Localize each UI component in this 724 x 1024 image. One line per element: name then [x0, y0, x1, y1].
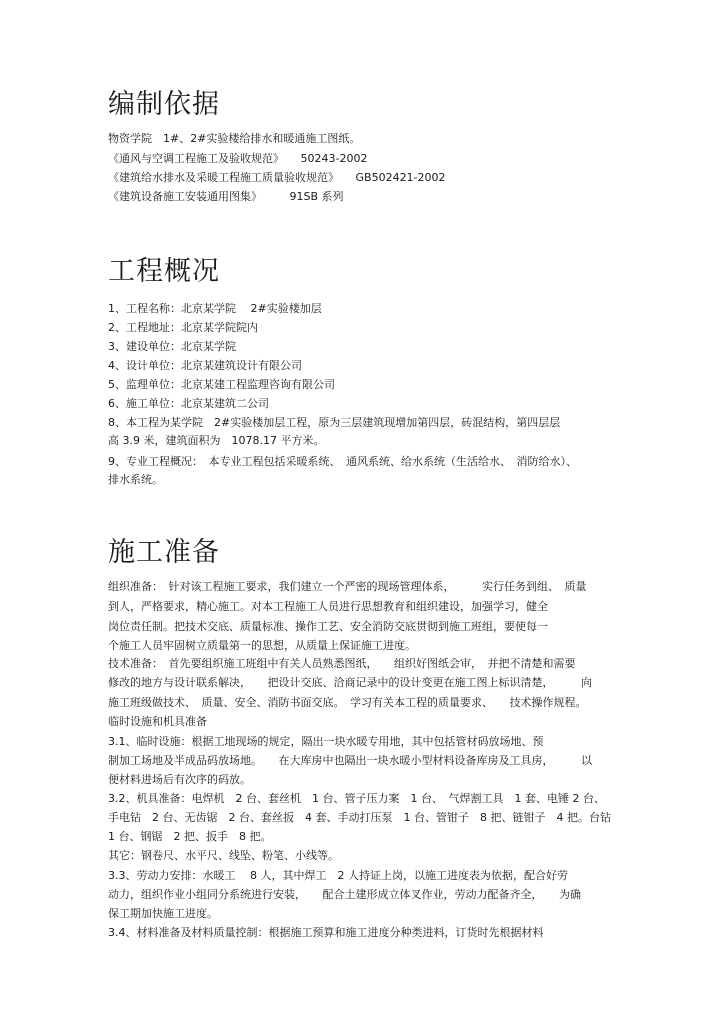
section-heading-preparation: 施工准备 [108, 537, 220, 568]
prep-line-19: 3.4、材料准备及材料质量控制：根据施工预算和施工进度分种类进料，订货时先根据材料 [108, 926, 544, 939]
overview-line-8: 高 3.9 米，建筑面积为 1078.17 平方米。 [108, 434, 325, 447]
prep-line-16: 3.3、劳动力安排：水暖工 8 人，其中焊工 2 人持证上岗，以施工进度表为依据，配合好劳 [108, 869, 568, 882]
overview-line-5: 5、监理单位：北京某建工程监理咨询有限公司 [108, 378, 335, 391]
prep-line-13: 手电钻 2 台、无齿锯 2 台、套丝扳 4 套、手动打压泵 1 台、管钳子 8 把、链钳子 4 把。台钻 [108, 811, 611, 824]
overview-line-4: 4、设计单位：北京某建筑设计有限公司 [108, 359, 302, 372]
section-heading-overview: 工程概况 [108, 256, 220, 287]
section-heading-basis: 编制依据 [108, 89, 220, 120]
overview-line-10: 排水系统。 [108, 473, 163, 486]
overview-line-3: 3、建设单位：北京某学院 [108, 340, 236, 353]
prep-line-9: 3.1、临时设施：根据工地现场的规定，隔出一块水暖专用地，其中包括管材码放场地、预 [108, 735, 544, 748]
prep-line-11: 便材料进场后有次序的码放。 [108, 773, 251, 786]
overview-line-6: 6、施工单位：北京某建筑二公司 [108, 397, 269, 410]
overview-line-9: 9、专业工程概况： 本专业工程包括采暖系统、 通风系统、给水系统（生活给水、 消防给水）、 [108, 455, 577, 468]
prep-line-18: 保工期加快施工进度。 [108, 907, 218, 920]
overview-line-7: 8、本工程为某学院 2#实验楼加层工程，原为三层建筑现增加第四层，砖混结构，第四层层 [108, 416, 561, 429]
prep-line-5: 技术准备： 首先要组织施工班组中有关人员熟悉图纸， 组织好图纸会审， 并把不清楚和需要 [108, 657, 576, 670]
prep-line-10: 制加工场地及半成品码放场地。 在大库房中也隔出一块水暖小型材料设备库房及工具房， 以 [108, 754, 592, 767]
prep-line-2: 到人，严格要求，精心施工。对本工程施工人员进行思想教育和组织建设，加强学习，健全 [108, 600, 548, 613]
prep-line-12: 3.2、机具准备：电焊机 2 台、套丝机 1 台、管子压力案 1 台、 气焊割工具 1 套、电锤 2 台、 [108, 792, 605, 805]
overview-line-1: 1、工程名称：北京某学院 2#实验楼加层 [108, 302, 322, 315]
prep-line-6: 修改的地方与设计联系解决， 把设计交底、洽商记录中的设计变更在施工图上标识清楚， 向 [108, 676, 592, 689]
basis-line-4: 《建筑设备施工安装通用图集》 91SB 系列 [108, 190, 344, 203]
basis-line-2: 《通风与空调工程施工及验收规范》 50243-2002 [108, 152, 368, 165]
overview-line-2: 2、工程地址：北京某学院院内 [108, 321, 258, 334]
prep-line-4: 个施工人员牢固树立质量第一的思想，从质量上保证施工进度。 [108, 639, 416, 652]
prep-line-8: 临时设施和机具准备 [108, 715, 207, 728]
basis-line-3: 《建筑给水排水及采暖工程施工质量验收规范》 GB502421-2002 [108, 171, 446, 184]
prep-line-15: 其它：钢卷尺、水平尺、线坠、粉笔、小线等。 [108, 849, 339, 862]
prep-line-7: 施工班级做技术、 质量、安全、消防书面交底。 学习有关本工程的质量要求、 技术操作规程。 [108, 696, 587, 709]
basis-line-1: 物资学院 1#、2#实验楼给排水和暖通施工图纸。 [108, 132, 361, 145]
prep-line-14: 1 台、钢锯 2 把、扳手 8 把。 [108, 830, 272, 843]
prep-line-17: 动力，组织作业小组同分系统进行安装， 配合土建形成立体叉作业，劳动力配备齐全， 为确 [108, 888, 581, 901]
prep-line-1: 组织准备： 针对该工程施工要求，我们建立一个严密的现场管理体系， 实行任务到组、 质量 [108, 580, 587, 593]
prep-line-3: 岗位责任制。把技术交底、质量标准、操作工艺、安全消防交底贯彻到施工班组，要使每一 [108, 620, 548, 633]
